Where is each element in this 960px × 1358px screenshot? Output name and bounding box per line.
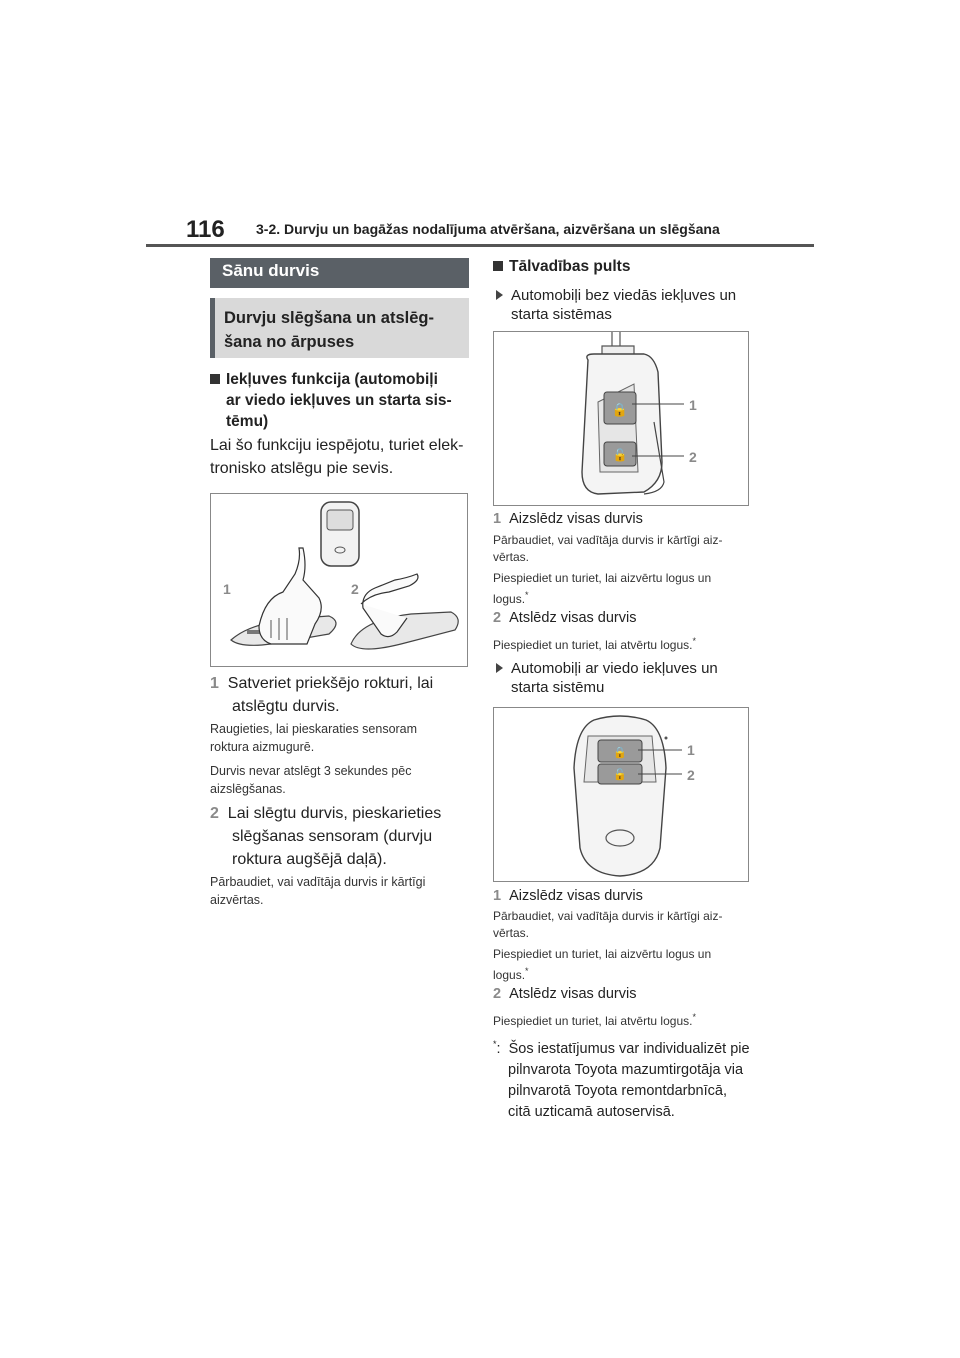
- callout-2: 2: [687, 767, 695, 783]
- a-note-1: Pārbaudiet, vai vadītāja durvis ir kārtīgi aiz- vērtas.: [493, 533, 723, 564]
- smart-key-illustration: [494, 708, 748, 881]
- square-bullet-icon: [493, 261, 503, 271]
- callout-1: 1: [687, 742, 695, 758]
- smart-key-figure: [493, 707, 749, 882]
- callout-1: 1: [223, 581, 231, 597]
- callout-2: 2: [351, 581, 359, 597]
- svg-text:🔓: 🔓: [613, 768, 627, 781]
- svg-text:🔒: 🔒: [611, 403, 629, 418]
- square-bullet-icon: [210, 374, 220, 384]
- callout-1: 1: [689, 397, 697, 413]
- remote-heading: Tālvadības pults: [493, 256, 630, 277]
- page-number: 116: [186, 216, 225, 243]
- intro-paragraph: Lai šo funkciju iespējotu, turiet elek- tronisko atslēgu pie sevis.: [210, 437, 464, 477]
- left-step-1: 1 Satveriet priekšējo rokturi, lai atslēgtu durvis.: [210, 675, 434, 715]
- door-handle-figure: [210, 493, 468, 667]
- subsection-title: [210, 298, 469, 358]
- flip-key-figure: [493, 331, 749, 506]
- header-rule: [146, 244, 814, 247]
- svg-text:🔓: 🔓: [612, 448, 628, 462]
- callout-2: 2: [689, 449, 697, 465]
- condition-smart: Automobiļi ar viedo iekļuves un starta sistēmu: [496, 659, 756, 697]
- flip-key-illustration: [494, 332, 748, 505]
- b-step-1: 1 Aizslēdz visas durvis: [493, 888, 643, 904]
- left-note-1: Raugieties, lai pieskaraties sensoram roktura aizmugurē.: [210, 722, 418, 754]
- left-note-3: Pārbaudiet, vai vadītāja durvis ir kārtīgi aizvērtas.: [210, 875, 426, 907]
- left-step-2: 2 Lai slēgtu durvis, pieskarieties slēgšanas sensoram (durvju roktura augšējā daļā).: [210, 805, 442, 868]
- hand-grip-left: [259, 548, 321, 644]
- left-note-2: Durvis nevar atslēgt 3 sekundes pēc aizslēgšanas.: [210, 764, 412, 796]
- step-number: 1: [210, 675, 219, 692]
- b-note-2: Piespiediet un turiet, lai aizvērtu logus un logus.*: [493, 947, 712, 982]
- a-step-1: 1 Aizslēdz visas durvis: [493, 511, 643, 527]
- section-title: Sānu durvis: [210, 258, 469, 288]
- b-note-1: Pārbaudiet, vai vadītāja durvis ir kārtīgi aiz- vērtas.: [493, 909, 723, 940]
- b-note-3: Piespiediet un turiet, lai atvērtu logus.*: [493, 1012, 696, 1028]
- chapter-title: 3-2. Durvju un bagāžas nodalījuma atvēršana, aizvēršana un slēgšana: [256, 221, 720, 237]
- footnote: *: Šos iestatījumus var individualizēt pie pilnvarota Toyota mazumtirgotāja via pilnvarotā Toyota remontdarbnīcā, citā uzticamā autoservisā.: [493, 1039, 750, 1120]
- a-note-2: Piespiediet un turiet, lai aizvērtu logus un logus.*: [493, 571, 712, 606]
- svg-text:🔒: 🔒: [613, 746, 627, 759]
- a-note-3: Piespiediet un turiet, lai atvērtu logus.*: [493, 636, 696, 652]
- condition-no-smart: Automobiļi bez viedās iekļuves un starta sistēmas: [496, 286, 756, 324]
- triangle-bullet-icon: [496, 663, 503, 673]
- triangle-bullet-icon: [496, 290, 503, 300]
- step-number: 2: [210, 805, 219, 822]
- subsection-title-line2: šana no ārpuses: [224, 333, 355, 351]
- door-handle-illustration: [211, 494, 467, 666]
- entry-function-heading: Iekļuves funkcija (automobiļi ar viedo iekļuves un starta sis- tēmu): [210, 369, 472, 432]
- b-step-2: 2 Atslēdz visas durvis: [493, 986, 637, 1002]
- a-step-2: 2 Atslēdz visas durvis: [493, 610, 637, 626]
- subsection-title-line1: Durvju slēgšana un atslēg-: [224, 309, 434, 327]
